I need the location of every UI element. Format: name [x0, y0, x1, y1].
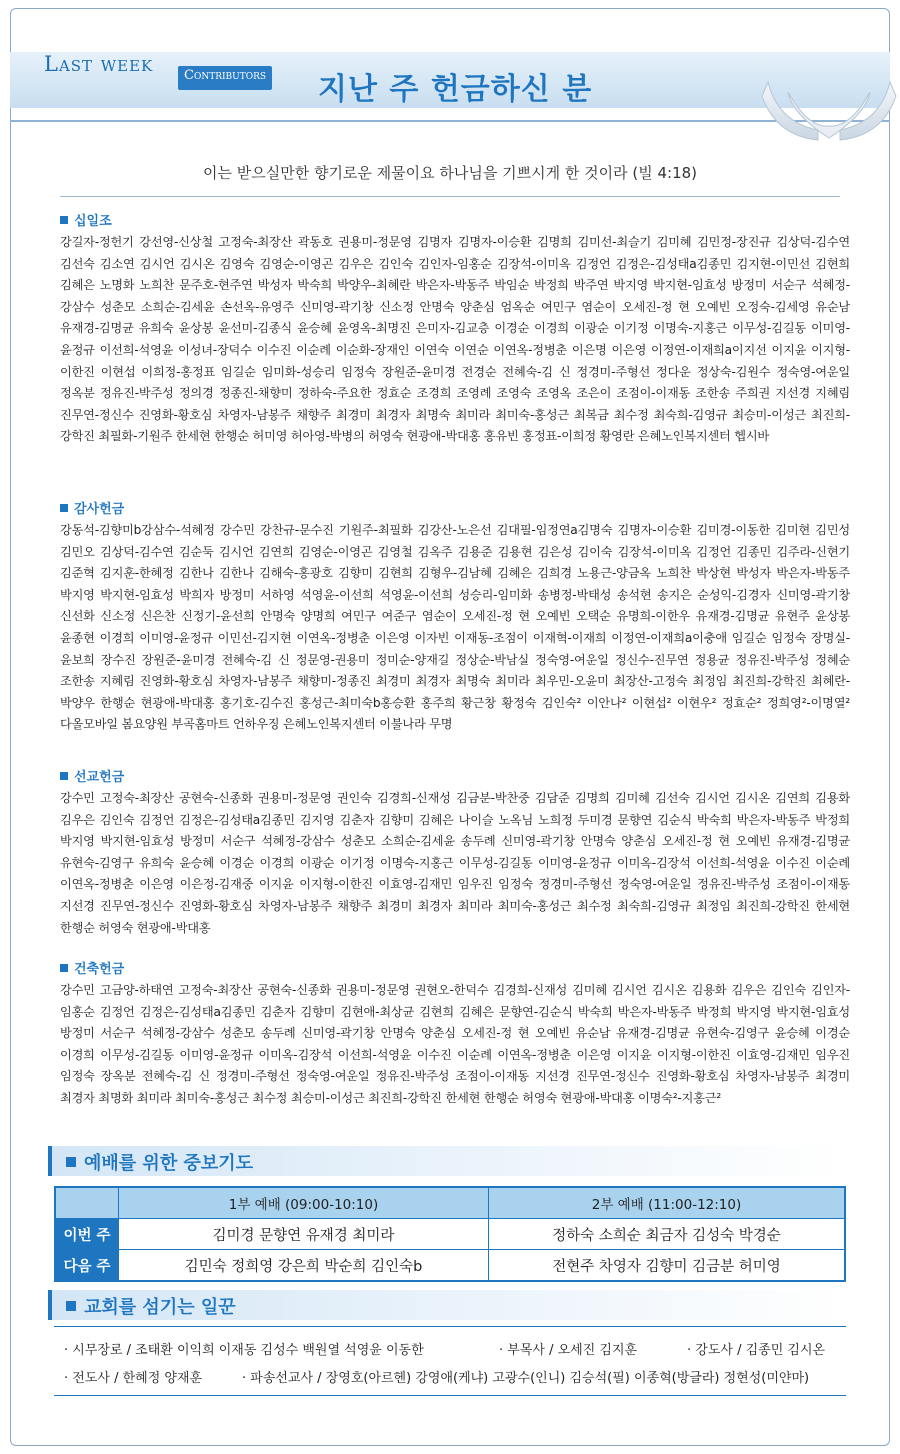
bullet-square-icon: [60, 772, 68, 780]
staff-row: [64, 1339, 825, 1358]
staff-item-associate-pastor: · 부목사 / 오세진 김지훈: [499, 1343, 638, 1358]
prayer-section-title: 예배를 위한 중보기도: [84, 1153, 254, 1174]
table-cell: 정하숙 소희순 최금자 김성숙 박경순: [488, 1219, 845, 1250]
table-corner: [55, 1187, 119, 1219]
staff-item-missionaries: · 파송선교사 / 장영호(아르헨) 강영애(케냐) 고광수(인니) 김승석(필) 이종혁(방글라) 정현성(미얀마): [242, 1371, 810, 1386]
bullet-square-icon: [66, 1301, 76, 1311]
staff-section-bar: [48, 1290, 844, 1320]
table-cell: 김민숙 정희영 강은희 박순희 김인숙b: [119, 1250, 489, 1282]
bullet-square-icon: [60, 216, 68, 224]
column-header: 1부 예배 (09:00-10:10): [119, 1187, 489, 1219]
section-building: [60, 960, 850, 1110]
section-thanks: [60, 500, 850, 736]
table-cell: 김미경 문향연 유재경 최미라: [119, 1219, 489, 1250]
row-header: 다음 주: [55, 1250, 119, 1282]
contributors-label: Contributors: [178, 66, 272, 90]
bullet-square-icon: [60, 964, 68, 972]
section-heading: 건축헌금: [60, 960, 850, 980]
table-cell: 전현주 차영자 김향미 김금분 허미영: [488, 1250, 845, 1282]
section-names: 강수민 고정숙-최장산 공현숙-신종화 권용미-정문영 권인숙 김경희-신재성 김금분-박찬중 김담준 김명희 김미혜 김선숙 김시언 김시온 김연희 김용화 김우은 김인숙 김정언 김정은-김성태a김종민 김지영 김춘자 김향미 김혜은 나이슬 노옥님 노희정 두미경 문향연 김순식 박숙희 박은자-박동주 박정희 박지영 박지현-임효성 방정미 서순구 석혜정-강삼수 성춘모 소희순-김세윤 송두례 신미영-곽기창 안명숙 양춘심 오세진-정 현 오예빈 유재경-김명균 유현숙-김영구 유희숙 윤승혜 이경순 이경희 이광순 이기정 이명숙-지홍근 이무성-김길동 이미영-윤정규 이미옥-김장석 이선희-석영윤 이수진 이순례 이연옥-정병춘 이은영 이은정-김재중 이지윤 이지형-이한진 이효영-김재민 임우진 임정숙 정경미-주형선 정숙영-여운일 정유진-박주성 조점이-이재동 지선경 진무연-정신수 진영화-황호심 차영자-남봉주 채향주 최경미 최경자 최미라 최미숙-홍성근 최수정 최숙희-김영규 최정임 최진희-강학진 한세현 한행순 허영숙 현광애-박대홍: [60, 791, 850, 935]
section-heading: 십일조: [60, 212, 850, 232]
row-header: 이번 주: [55, 1219, 119, 1250]
bible-verse: 이는 받으실만한 향기로운 제물이요 하나님을 기쁘시게 한 것이라 (빌 4:18): [202, 164, 698, 182]
page-title: 지난 주 헌금하신 분: [318, 72, 593, 107]
staff-list: [54, 1326, 846, 1396]
column-header: 2부 예배 (11:00-12:10): [488, 1187, 845, 1219]
section-heading: 감사헌금: [60, 500, 850, 520]
section-mission: [60, 768, 850, 939]
open-hands-image: [758, 52, 900, 162]
bullet-square-icon: [60, 504, 68, 512]
section-names: 강길자-정헌기 강선영-신상철 고정숙-최장산 곽동호 권용미-정문영 김명자 김명자-이승환 김명희 김미선-최슬기 김미혜 김민정-장진규 김상덕-김수연 김선숙 김소연 김시언 김시온 김영숙 김영순-이영곤 김우은 김인숙 김인자-임홍순 김장석-이미옥 김정언 김정은-김성태a김종민 김지현-이민선 김현희 김혜은 노명화 노희찬 문주호-현주연 박성자 박숙희 박양우-최혜란 박은자-박동주 박임순 박정희 박주연 박지영 박지현-임효성 방정미 서순구 석혜정-강삼수 성춘모 소희순-김세윤 손선옥-유영주 신미영-곽기창 신소정 안명숙 양춘심 엄옥순 여민구 염순이 오세진-정 현 오예빈 오정숙-김세영 유순남 유재경-김명균 유희숙 윤상봉 윤선미-김종식 윤승혜 윤영옥-최명진 은미자-김교층 이경순 이경희 이광순 이기정 이명숙-지홍근 이무성-김길동 이미영-윤정규 이선희-석영윤 이성녀-장덕수 이수진 이순례 이순화-장재인 이연숙 이연순 이연옥-정병춘 이은명 이은영 이정연-이재희a이지선 이지윤 이지형-이한진 이현섭 이희정-홍정표 임길순 임미화-성승리 임정숙 장원준-윤미경 전경순 전혜숙-김 신 정경미-주형선 정다운 정상숙-김원수 정숙영-여운일 정옥분 정유진-박주성 정의경 정종진-채향미 정하숙-주요한 정효순 조경희 조영례 조영숙 조영옥 조은이 조점이-이재동 조한송 주희권 지선경 지혜림 진무연-정신수 진영화-황호심 차영자-남봉주 채향주 최경미 최경자 최명숙 최미라 최미숙-홍성근 최복금 최수정 최숙희-김영규 최승미-이성근 최진희-강학진 최필화-기원주 한세현 한행순 허미영 허아영-박병의 허영숙 현광애-박대홍 홍유빈 홍정표-이희정 황영란 은혜노인복지센터 헵시바: [60, 235, 850, 444]
last-week-label: Last week: [44, 52, 154, 76]
staff-item-preacher: · 강도사 / 김종민 김시온: [687, 1343, 826, 1358]
verse-divider: [60, 196, 840, 197]
section-names: 강동석-김향미b강삼수-석혜정 강수민 강찬규-문수진 기원주-최필화 김강산-노은선 김대필-임정연a김명숙 김명자-이승환 김미경-이동한 김미현 김민성 김민오 김상덕-김수연 김순둑 김시언 김연희 김영순-이영곤 김영철 김옥주 김용준 김용현 김은성 김이숙 김장석-이미옥 김정언 김종민 김주라-신현기 김준혁 김지훈-한혜정 김한나 김한나 김해숙-홍광호 김향미 김현희 김형우-김남혜 김혜은 김희경 노용근-양금옥 노희찬 박상현 박성자 박은자-박동주 박지영 박지현-임효성 박희자 방정미 서하영 석영윤-이선희 석영윤-이선희 성승리-임미화 송병정-박태성 송석현 송지은 순성익-김경자 신미영-곽기창 신선화 신소정 신은찬 신정기-윤선희 안명숙 양명희 여민구 여준구 염순이 오세진-정 현 오예빈 오택순 유명희-이한우 유재경-김명균 유현주 윤상봉 윤종현 이경희 이미영-윤정규 이민선-김지현 이연옥-정병춘 이은영 이자빈 이재동-조점이 이재혁-이재희 이정연-이재희a이충애 임길순 임정숙 장명실-윤보희 장수진 장원준-윤미경 전혜숙-김 신 정문영-권용미 정미순-양재길 정상순-박남실 정숙영-여운일 정신수-진무연 정용균 정유진-박주성 정혜순 조한송 지혜림 진영화-황호심 차영자-남봉주 채향미-정종진 최경미 최경자 최명숙 최미라 최우민-오윤미 최장산-고정숙 최정임 최진희-강학진 최혜란-박양우 한행순 현광애-박대홍 홍기호-김수진 홍성근-최미숙b홍승환 홍주희 황근창 황정숙 김인숙² 이안나² 이현섭² 이현우² 정효순² 정희영²-이명열² 다올모바일 봄요양원 부곡홈마트 언하우징 은혜노인복지센터 이불나라 무명: [60, 523, 850, 732]
staff-item-evangelists: · 전도사 / 한혜정 양재훈: [64, 1371, 203, 1386]
prayer-section-bar: [48, 1146, 844, 1176]
staff-row: [64, 1367, 809, 1386]
section-heading: 선교헌금: [60, 768, 850, 788]
table-row: [55, 1250, 845, 1282]
staff-section-title: 교회를 섬기는 일꾼: [84, 1297, 236, 1318]
prayer-table: [54, 1186, 846, 1282]
section-names: 강수민 고금양-하태연 고정숙-최장산 공현숙-신종화 권용미-정문영 권현오-한덕수 김경희-신재성 김미혜 김시언 김시온 김용화 김우은 김인숙 김인자-임홍순 김정언 김정은-김성태a김종민 김춘자 김향미 김현애-최상균 김현희 김혜은 문향연-김순식 박숙희 박은자-박동주 박정희 박지영 박지현-임효성 방정미 서순구 석혜정-강삼수 성춘모 송두례 신미영-곽기창 안명숙 양춘심 오세진-정 현 오예빈 유순남 유재경-김명균 유현숙-김영구 윤승혜 이경순 이경희 이무성-김길동 이미영-윤정규 이미옥-김장석 이선희-석영윤 이수진 이순례 이연옥-정병춘 이은영 이지윤 이지형-이한진 이효영-김재민 임우진 임정숙 장옥분 전혜숙-김 신 정경미-주형선 정숙영-여운일 정유진-박주성 조점이-이재동 지선경 진무연-정신수 진영화-황호심 차영자-남봉주 최경미 최경자 최명화 최미라 최미숙-홍성근 최수정 최승미-이성근 최진희-강학진 한세현 한행순 허영숙 현광애-박대홍 이명숙²-지홍근²: [60, 983, 850, 1105]
bullet-square-icon: [66, 1157, 76, 1167]
table-row: [55, 1219, 845, 1250]
staff-item-elders: · 시무장로 / 조태환 이익희 이재동 김성수 백원열 석영윤 이동한: [64, 1343, 424, 1358]
table-header-row: [55, 1187, 845, 1219]
section-tithe: [60, 212, 850, 448]
